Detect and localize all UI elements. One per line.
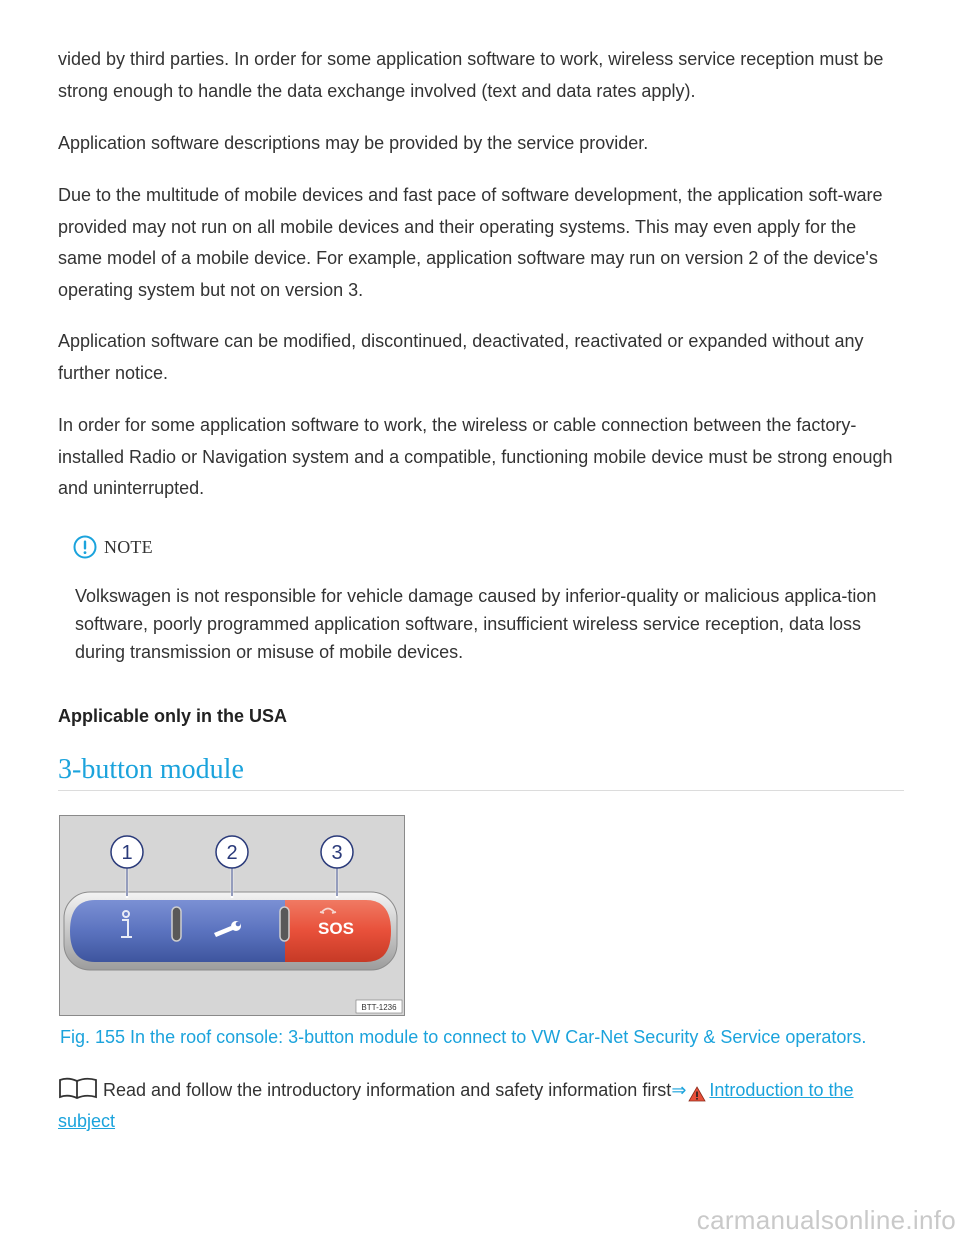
exclamation-circle-icon (73, 535, 97, 559)
footer-watermark: carmanualsonline.info (696, 1205, 956, 1235)
arrow-symbol: ⇒ (671, 1080, 687, 1100)
note-header (73, 534, 153, 560)
callout-1 (111, 836, 143, 868)
read-first-text: Read and follow the introductory information and safety information first (103, 1080, 672, 1100)
read-first-paragraph (58, 1075, 904, 1137)
paragraph-modification: Application software can be modified, discontinued, deactivated, reactivated or expanded without any further notice. (58, 331, 864, 383)
separator-left (172, 907, 181, 941)
paragraph-third-party: vided by third parties. In order for some application software to work, wireless service reception must be strong enough to handle the data exchange involved (text and data rates apply). (58, 49, 884, 101)
info-button (70, 900, 177, 962)
note-text: Volkswagen is not responsible for vehicle damage caused by inferior-quality or malicious applica-tion software, poorly programmed application software, insufficient wireless service reception, data loss during transmission or misuse of mobile devices. (75, 586, 877, 662)
region-subheading: Applicable only in the USA (58, 706, 288, 726)
paragraph-descriptions: Application software descriptions may be provided by the service provider. (58, 133, 649, 153)
book-icon (58, 1077, 98, 1099)
service-button (177, 900, 285, 962)
paragraph-compatibility: Due to the multitude of mobile devices and fast pace of software development, the application soft-ware provided may not run on all mobile devices and their operating systems. This may even apply for the same model of a mobile device. For example, application software may run on version 2 of the device's operating system but not on version 3. (58, 185, 883, 300)
callout-2 (216, 836, 248, 868)
separator-right (280, 907, 289, 941)
figure-caption: Fig. 155 In the roof console: 3-button module to connect to VW Car-Net Security & Service operators. (60, 1027, 867, 1047)
sos-label: SOS (318, 919, 354, 938)
introduction-link[interactable]: Introduction to the subject (58, 1080, 854, 1131)
figure-code: BTT-1236 (361, 1003, 397, 1012)
svg-text:2: 2 (226, 842, 238, 864)
callout-3 (321, 836, 353, 868)
section-title: 3-button module (58, 754, 244, 785)
svg-text:3: 3 (331, 842, 343, 864)
warning-triangle-icon (688, 1086, 706, 1102)
section-divider (58, 790, 904, 791)
figure-3-button-module (59, 815, 405, 1016)
note-label: NOTE (104, 536, 153, 557)
svg-text:1: 1 (121, 842, 133, 864)
button-module-illustration (60, 816, 404, 1015)
paragraph-connection: In order for some application software to work, the wireless or cable connection between the factory-installed Radio or Navigation system and a compatible, functioning mobile device must be strong enough and uninterrupted. (58, 415, 893, 498)
